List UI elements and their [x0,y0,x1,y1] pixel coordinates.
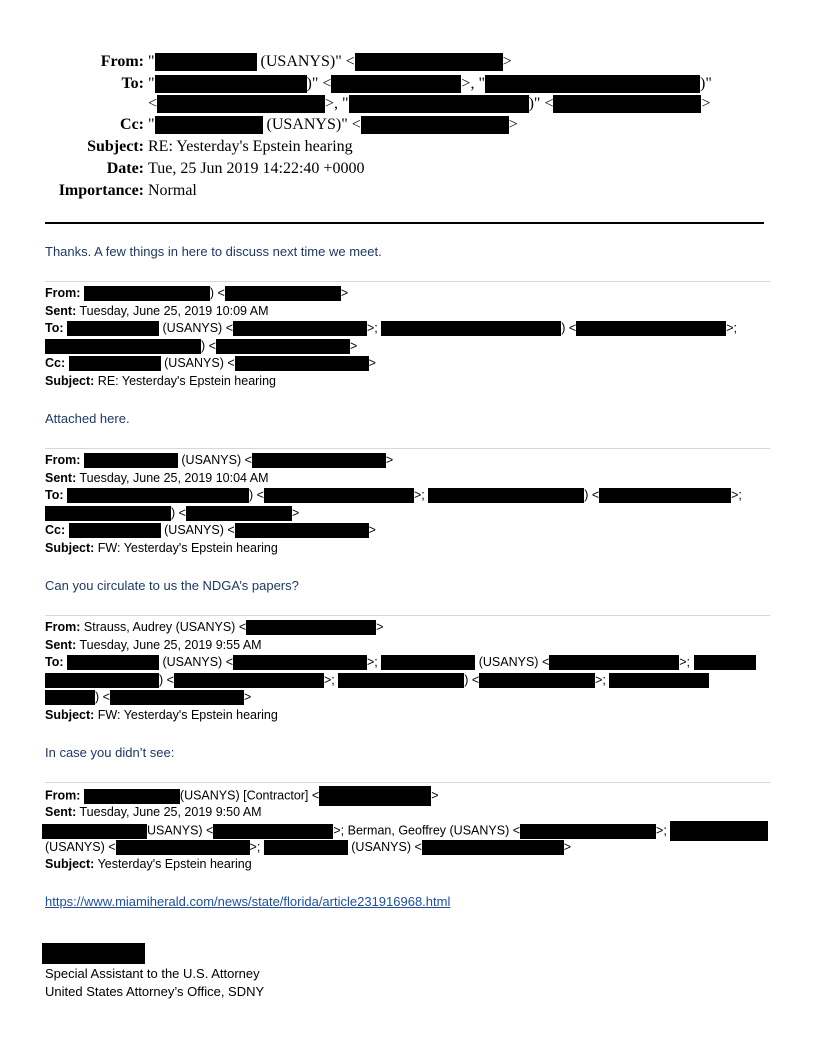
sent-date: Tuesday, June 25, 2019 9:55 AM [79,637,262,652]
redaction [520,824,656,839]
redaction [45,339,201,354]
redaction [45,673,159,688]
redaction [252,453,386,468]
message-separator [45,615,770,616]
redaction [84,789,180,804]
subject: RE: Yesterday's Epstein hearing [97,373,276,388]
redaction [485,75,700,93]
article-link[interactable]: https://www.miamiherald.com/news/state/florida/article231916968.html [45,894,451,909]
redaction [67,488,249,503]
redaction [42,824,147,839]
redaction [599,488,731,503]
redaction [670,821,768,841]
redaction [69,356,161,371]
redaction [225,286,341,301]
redaction [235,523,369,538]
header-importance-label: Importance: [58,182,144,199]
message-body: Attached here. [45,411,130,426]
sent-date: Tuesday, June 25, 2019 9:50 AM [79,804,262,819]
redaction [186,506,292,521]
redaction [264,840,348,855]
sent-date: Tuesday, June 25, 2019 10:09 AM [79,303,269,318]
message-separator [45,281,770,282]
redaction [213,824,333,839]
message-separator [45,448,770,449]
header-importance-value: Normal [148,182,197,199]
header-subject-label: Subject: [87,138,144,155]
header-to-label: To: [121,75,144,92]
redaction [110,690,244,705]
signature-title: Special Assistant to the U.S. Attorney [45,966,260,981]
forwarded-header: From: (USANYS) < > Sent: Tuesday, June 25, 2019 10:04 AM To: ) < >; ) < >; ) < > Cc: (USANYS) < > Subject: FW: Yesterday's Epstein hearing [45,453,742,555]
redaction [155,53,257,71]
signature-office: United States Attorney’s Office, SDNY [45,984,265,999]
redaction [264,488,414,503]
redaction [349,95,529,113]
redaction [116,840,250,855]
header-from-value: " (USANYS)" < > [148,53,512,70]
redaction [609,673,709,688]
redaction [381,321,561,336]
redaction [157,95,325,113]
redaction [233,321,367,336]
header-divider [45,222,764,224]
forwarded-header: From: (USANYS) [Contractor] < > Sent: Tuesday, June 25, 2019 9:50 AM USANYS) < >; Berman, Geoffrey (USANYS) < >; (USANYS) < >; (USANYS) < > Subject: Yesterday's Epstein hearing [45,786,768,874]
signature [45,965,264,1001]
message-body: In case you didn’t see: [45,745,175,760]
redaction [45,690,95,705]
redaction [361,116,509,134]
redaction [479,673,595,688]
header-to-value-cont: < >, " )" < > [148,95,711,112]
redaction [67,655,159,670]
signature-name-redaction [42,943,145,964]
redaction [549,655,679,670]
redaction [576,321,726,336]
redaction [45,506,171,521]
redaction [67,321,159,336]
subject: FW: Yesterday's Epstein hearing [97,540,278,555]
header-cc-value: " (USANYS)" < > [148,116,518,133]
redaction [355,53,503,71]
from-name: Strauss, Audrey (USANYS) [83,620,236,634]
redaction [428,488,584,503]
redaction [155,116,263,134]
redaction [381,655,475,670]
redaction [233,655,367,670]
redaction [246,620,376,635]
header-cc-label: Cc: [120,116,144,133]
redaction [69,523,161,538]
header-from-label: From: [100,53,144,70]
header-date-label: Date: [106,160,144,177]
sent-date: Tuesday, June 25, 2019 10:04 AM [79,470,269,485]
redaction [338,673,464,688]
redaction [216,339,350,354]
message-body: Thanks. A few things in here to discuss next time we meet. [45,244,382,259]
redaction [694,655,756,670]
message-body: Can you circulate to us the NDGA’s papers? [45,578,299,593]
subject: FW: Yesterday's Epstein hearing [97,707,278,722]
header-subject-value: RE: Yesterday's Epstein hearing [148,138,353,155]
header-to-value: " )" < >, " )" [148,75,712,92]
redaction [319,786,431,806]
forwarded-header: From: Strauss, Audrey (USANYS) < > Sent: Tuesday, June 25, 2019 9:55 AM To: (USANYS) < >; (USANYS) < >; ) < >; ) < >; ) < > Subject: FW: Yesterday's Epstein hearing [45,619,756,724]
redaction [84,286,210,301]
redaction [422,840,564,855]
header-date-value: Tue, 25 Jun 2019 14:22:40 +0000 [148,160,365,177]
redaction [331,75,461,93]
subject: Yesterday's Epstein hearing [97,857,252,871]
redaction [155,75,307,93]
redaction [235,356,369,371]
forwarded-header: From: ) < > Sent: Tuesday, June 25, 2019 10:09 AM To: (USANYS) < >; ) < >; ) < > Cc: (USANYS) < > Subject: RE: Yesterday's Epstein hearing [45,286,737,388]
redaction [84,453,178,468]
message-separator [45,782,770,783]
redaction [174,673,324,688]
redaction [553,95,701,113]
